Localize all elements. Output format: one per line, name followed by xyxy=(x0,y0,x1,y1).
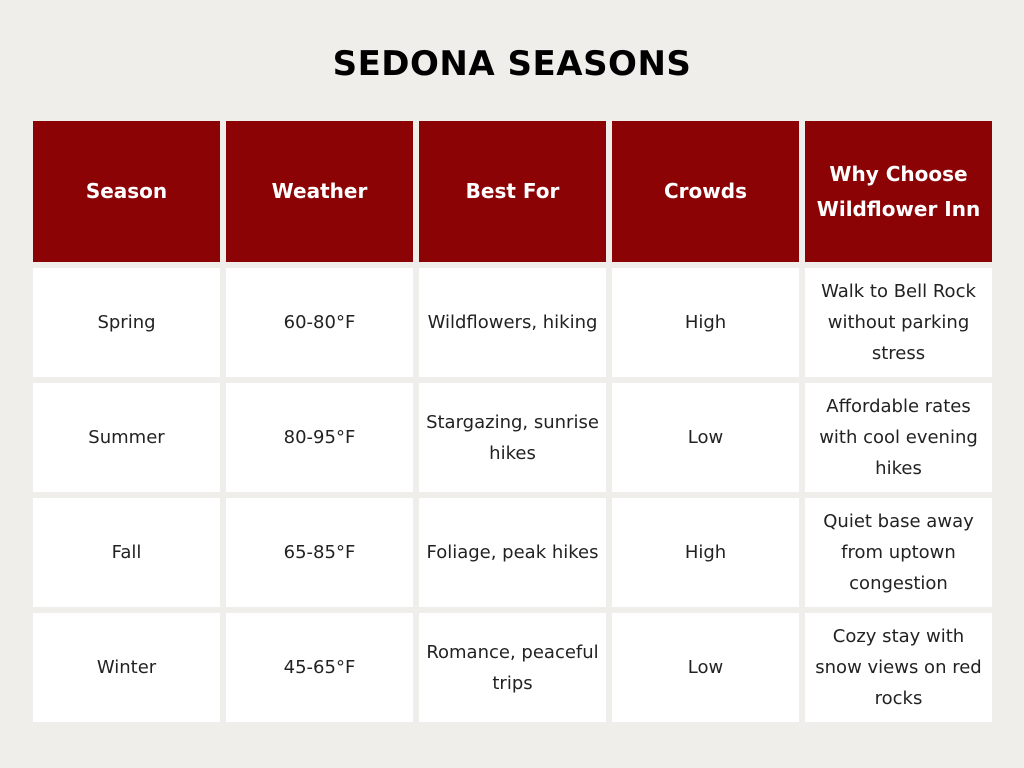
cell-crowds: Low xyxy=(612,383,799,492)
header-best-for: Best For xyxy=(419,121,606,262)
cell-best-for: Foliage, peak hikes xyxy=(419,498,606,607)
cell-why-choose: Walk to Bell Rock without parking stress xyxy=(805,268,992,377)
cell-why-choose: Quiet base away from uptown congestion xyxy=(805,498,992,607)
cell-season: Fall xyxy=(33,498,220,607)
cell-weather: 45-65°F xyxy=(226,613,413,722)
header-why-choose: Why Choose Wildflower Inn xyxy=(805,121,992,262)
cell-weather: 60-80°F xyxy=(226,268,413,377)
cell-best-for: Stargazing, sunrise hikes xyxy=(419,383,606,492)
header-weather: Weather xyxy=(226,121,413,262)
cell-season: Winter xyxy=(33,613,220,722)
cell-weather: 80-95°F xyxy=(226,383,413,492)
cell-best-for: Romance, peaceful trips xyxy=(419,613,606,722)
cell-best-for: Wildflowers, hiking xyxy=(419,268,606,377)
cell-crowds: High xyxy=(612,268,799,377)
seasons-table xyxy=(33,121,992,722)
cell-weather: 65-85°F xyxy=(226,498,413,607)
cell-crowds: Low xyxy=(612,613,799,722)
header-season: Season xyxy=(33,121,220,262)
cell-why-choose: Cozy stay with snow views on red rocks xyxy=(805,613,992,722)
cell-why-choose: Affordable rates with cool evening hikes xyxy=(805,383,992,492)
header-crowds: Crowds xyxy=(612,121,799,262)
cell-season: Summer xyxy=(33,383,220,492)
cell-crowds: High xyxy=(612,498,799,607)
cell-season: Spring xyxy=(33,268,220,377)
page-title: SEDONA SEASONS xyxy=(332,44,692,84)
